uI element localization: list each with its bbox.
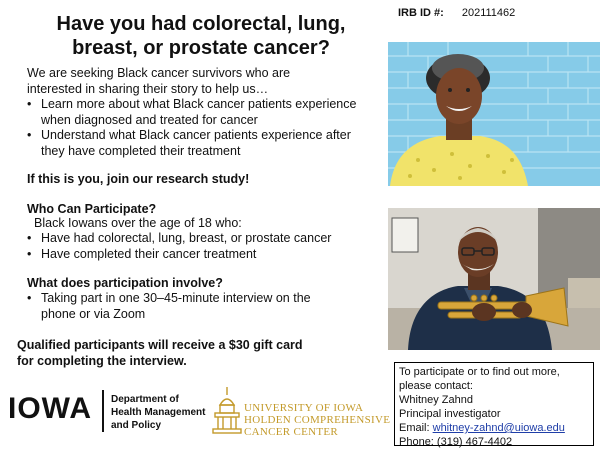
photo-man-trumpet <box>388 208 600 350</box>
contact-role: Principal investigator <box>399 408 501 420</box>
iowa-logo-wordmark: IOWA <box>8 392 92 425</box>
intro-text-2: interested in sharing their story to help us… <box>27 81 269 96</box>
who-subheading: Black Iowans over the age of 18 who: <box>34 216 242 230</box>
capitol-dome-icon <box>212 385 242 435</box>
contact-line-2: please contact: <box>399 380 473 392</box>
title-line-2: breast, or prostate cancer? <box>72 37 330 59</box>
who-bullets <box>27 231 377 262</box>
dept-line-2: Health Management <box>111 407 206 418</box>
dept-line-3: and Policy <box>111 420 162 431</box>
contact-box <box>394 362 594 446</box>
contact-phone: Phone: (319) 467-4402 <box>399 436 513 448</box>
intro-text-1: We are seeking Black cancer survivors who are <box>27 66 291 80</box>
join-callout: If this is you, join our research study! <box>27 172 250 186</box>
involve-heading: What does participation involve? <box>27 276 223 290</box>
email-label: Email: <box>399 422 433 434</box>
intro-bullet: • Learn more about what Black cancer patients experience when diagnosed and treated for cancer <box>27 97 372 128</box>
irb-value: 202111462 <box>461 7 516 19</box>
department-logo-text <box>111 393 205 432</box>
dept-line-1: Department of <box>111 394 179 405</box>
irb-id <box>398 7 515 19</box>
who-bullet: • Have completed their cancer treatment <box>27 247 377 263</box>
logo-divider <box>102 390 104 432</box>
photo-woman <box>388 42 600 186</box>
intro-bullet: • Understand what Black cancer patients experience after they have completed their treatment <box>27 128 372 159</box>
uihc-line-2: HOLDEN COMPREHENSIVE <box>244 414 391 426</box>
who-bullet: • Have had colorectal, lung, breast, or prostate cancer <box>27 231 377 247</box>
photo-woman-illustration <box>388 42 600 186</box>
contact-email-row <box>399 421 589 435</box>
cancer-center-logo <box>212 385 392 438</box>
intro-bullets <box>27 97 372 159</box>
uihc-line-3: CANCER CENTER <box>244 426 339 438</box>
photo-man-illustration <box>388 208 600 350</box>
contact-name: Whitney Zahnd <box>399 394 473 406</box>
involve-bullet: • Taking part in one 30–45-minute interview on the phone or via Zoom <box>27 291 347 322</box>
email-link[interactable]: whitney-zahnd@uiowa.edu <box>432 422 565 434</box>
involve-bullets <box>27 291 347 322</box>
title-line-1: Have you had colorectal, lung, <box>56 13 346 35</box>
uihc-line-1: UNIVERSITY OF IOWA <box>244 402 364 414</box>
irb-label: IRB ID #: <box>398 7 444 19</box>
intro-section <box>27 66 372 159</box>
gift-statement: Qualified participants will receive a $30 gift card for completing the interview. <box>17 338 303 368</box>
contact-line-1: To participate or to find out more, <box>399 366 560 378</box>
who-heading: Who Can Participate? <box>27 202 157 216</box>
page-title <box>20 12 382 60</box>
